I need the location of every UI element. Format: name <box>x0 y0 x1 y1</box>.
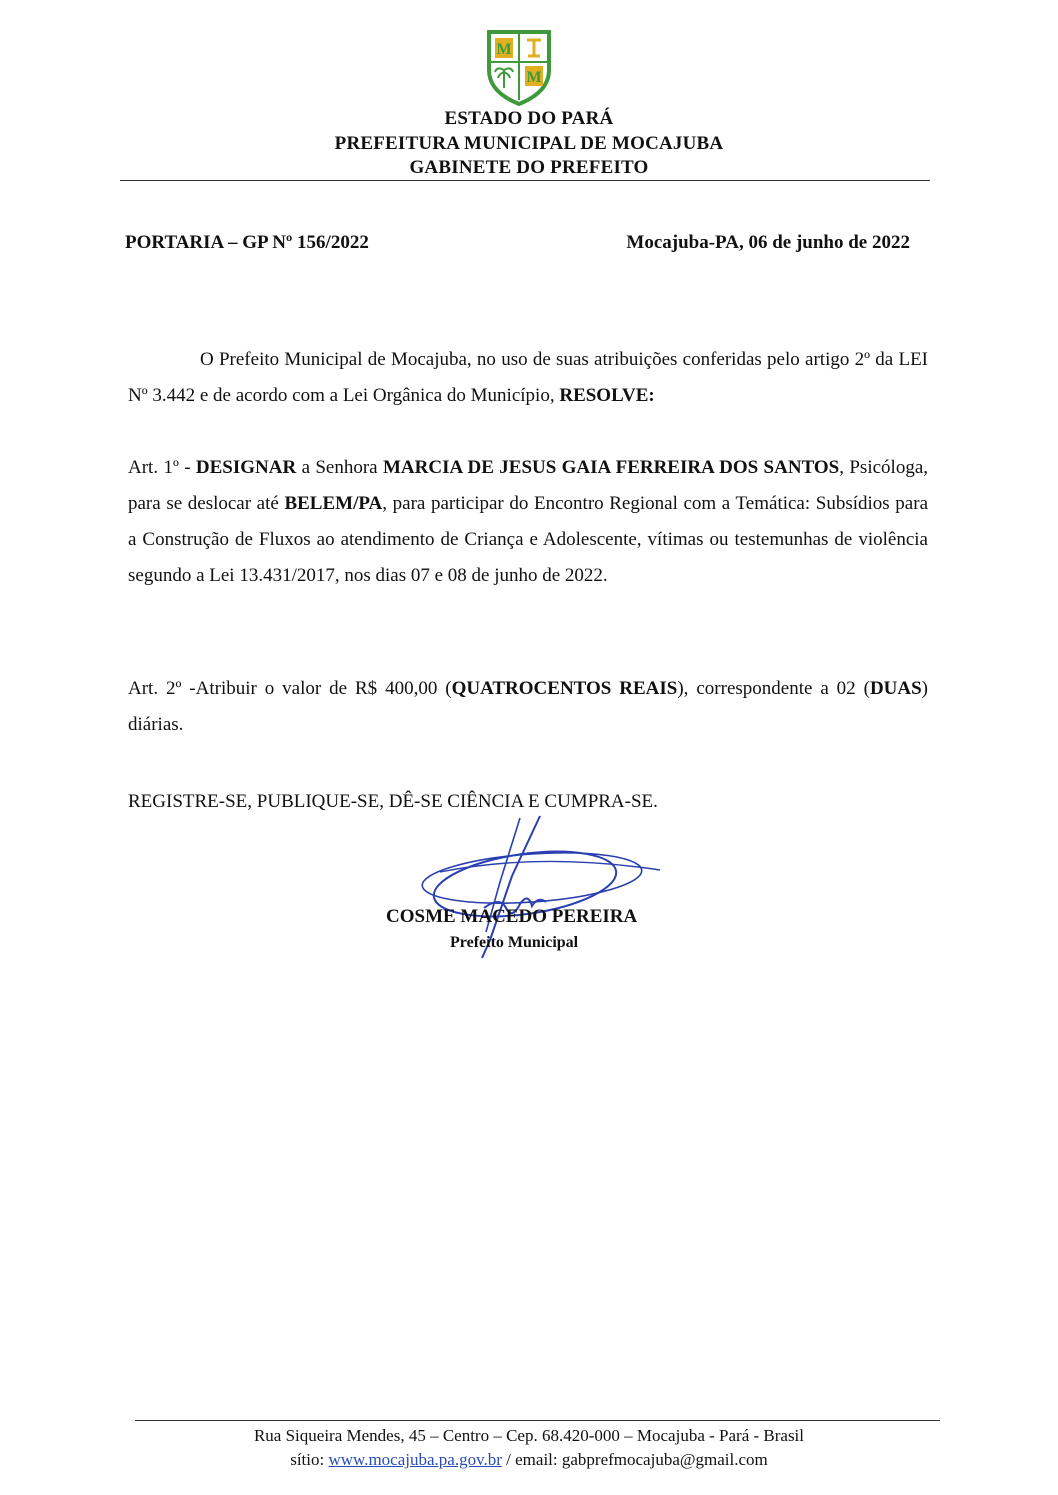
article-1 <box>128 450 928 594</box>
header-divider <box>120 180 930 181</box>
art2-prefix: Art. 2º -Atribuir o valor de R$ 400,00 ( <box>128 678 452 699</box>
site-label: sítio: <box>290 1450 329 1469</box>
website-link[interactable]: www.mocajuba.pa.gov.br <box>328 1450 502 1469</box>
intro-text: O Prefeito Municipal de Mocajuba, no uso de suas atribuições conferidas pelo artigo 2º da LEI Nº 3.442 e de acordo com a Lei Orgânica do Município, <box>128 349 928 406</box>
signatory-name: COSME MACEDO PEREIRA <box>386 906 638 927</box>
days-words: DUAS <box>869 678 922 699</box>
closing-statement: REGISTRE-SE, PUBLIQUE-SE, DÊ-SE CIÊNCIA E CUMPRA-SE. <box>128 791 658 812</box>
art2-text-1: ), correspondente a 02 ( <box>677 678 870 699</box>
art2-text-2: ) diárias. <box>128 678 928 735</box>
designee-name: MARCIA DE JESUS GAIA FERREIRA DOS SANTOS <box>382 457 840 478</box>
art1-text-3: , para participar do Encontro Regional com a Temática: Subsídios para a Construção de Fluxos ao atendimento de Criança e Adolescente, vítimas ou testemunhas de violência segundo a Lei 13.431/2017, nos dias 07 e 08 de junho de 2022. <box>128 493 928 586</box>
intro-paragraph <box>128 342 928 414</box>
article-2 <box>128 671 928 743</box>
email-label: / email: <box>501 1450 562 1469</box>
footer-contact <box>0 1450 1058 1470</box>
email-address[interactable]: gabprefmocajuba@gmail.com <box>561 1450 768 1469</box>
destination: BELEM/PA <box>284 493 383 514</box>
footer-address: Rua Siqueira Mendes, 45 – Centro – Cep. 68.420-000 – Mocajuba - Pará - Brasil <box>253 1426 805 1445</box>
art1-text-2: , Psicóloga, para se deslocar até <box>128 457 928 514</box>
portaria-number: PORTARIA – GP Nº 156/2022 <box>125 232 369 253</box>
crest-letter-bottom: M <box>526 69 542 86</box>
municipal-crest-logo <box>483 26 555 106</box>
art1-prefix: Art. 1º - <box>128 457 196 478</box>
resolve-label: RESOLVE: <box>559 385 655 406</box>
document-date: Mocajuba-PA, 06 de junho de 2022 <box>626 232 910 253</box>
signatory-role: Prefeito Municipal <box>450 934 579 951</box>
header-prefecture: PREFEITURA MUNICIPAL DE MOCAJUBA <box>334 133 724 154</box>
header-state: ESTADO DO PARÁ <box>444 108 614 129</box>
amount-words: QUATROCENTOS REAIS <box>451 678 678 699</box>
header-office: GABINETE DO PREFEITO <box>409 157 649 178</box>
crest-letter-top: M <box>496 41 512 58</box>
art1-verb: DESIGNAR <box>195 457 297 478</box>
footer-divider <box>135 1420 940 1421</box>
art1-text-1: a Senhora <box>296 457 383 478</box>
